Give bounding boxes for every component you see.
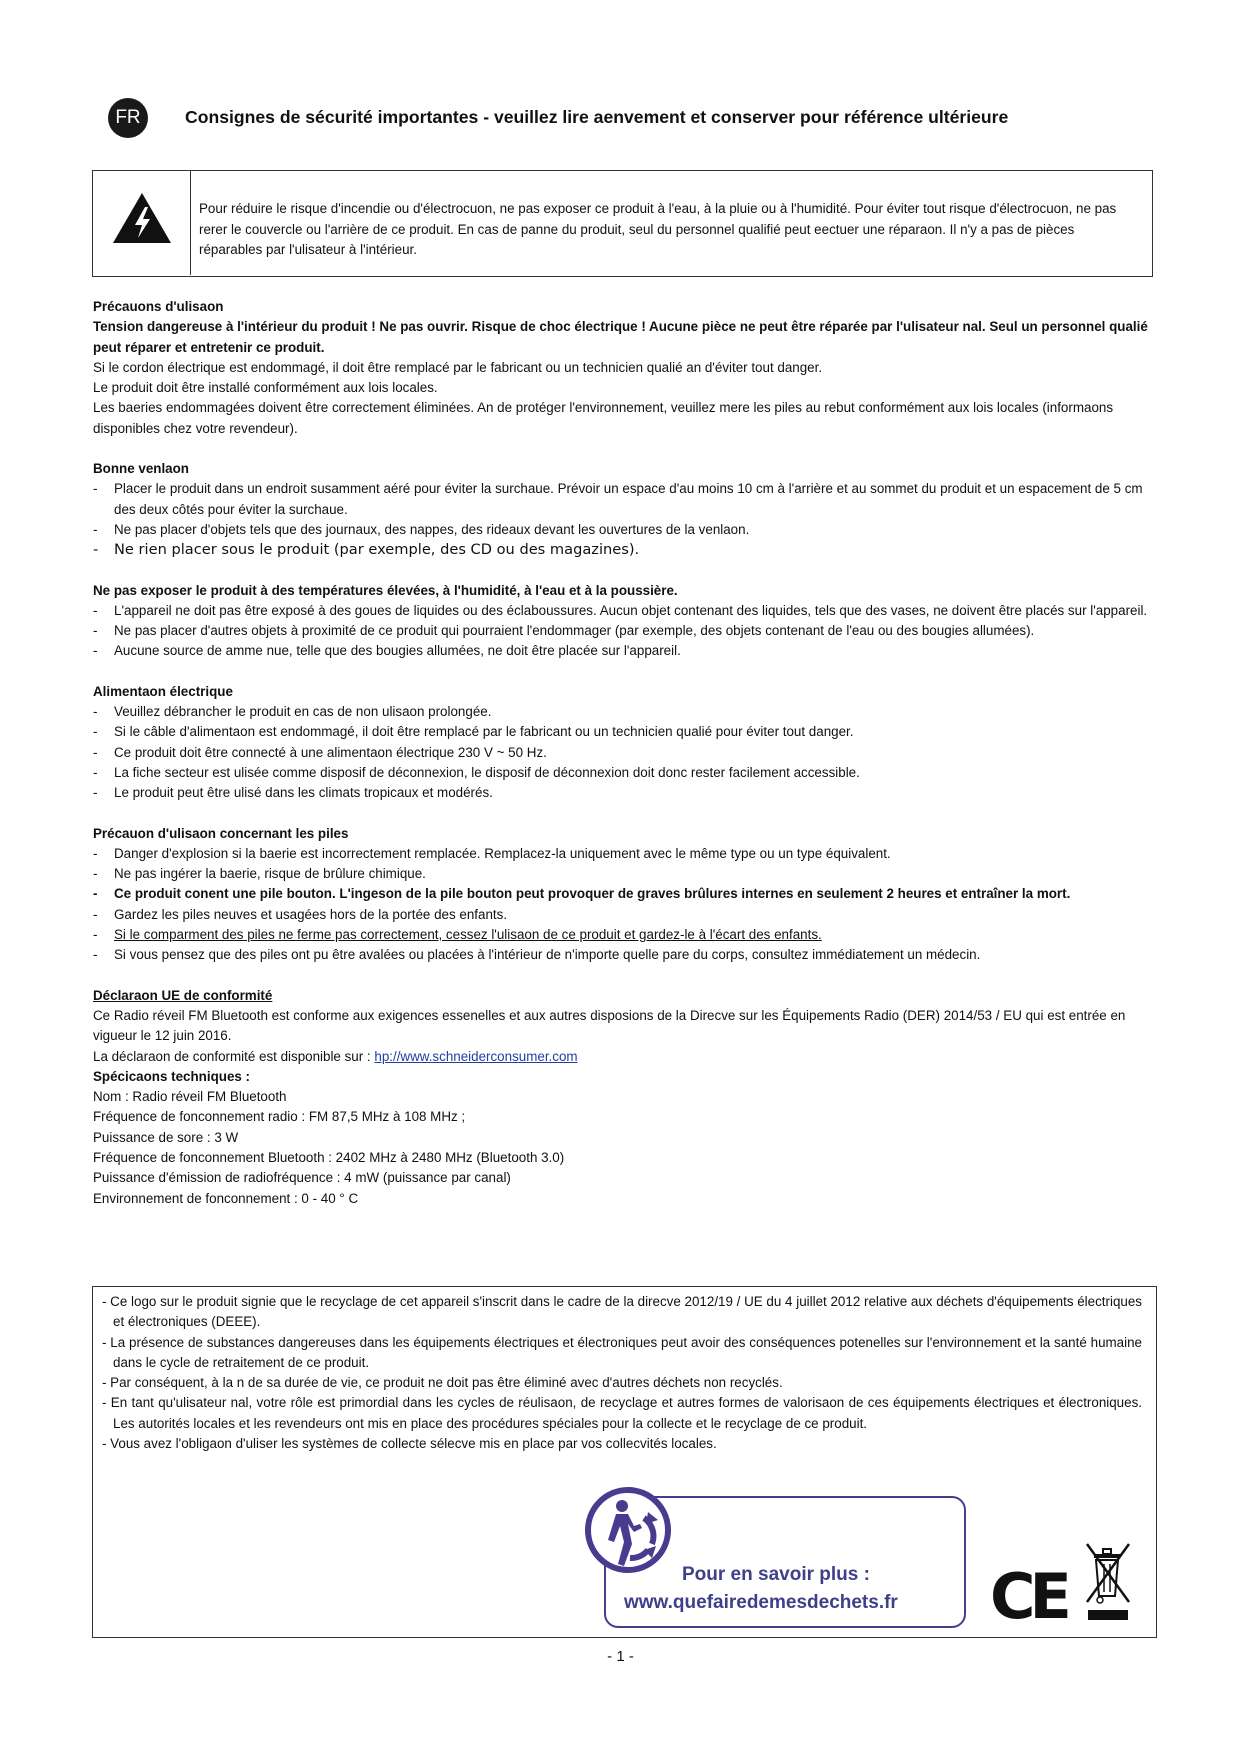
weee-item: - La présence de substances dangereuses dans les équipements électriques et électroniques peut avoir des conséquences potenelles sur l'environnement et la santé humaine dans le cycle de retraitement de ce produit. — [102, 1334, 1142, 1370]
warning-box — [92, 170, 1153, 277]
crossed-out-bin-icon — [1084, 1540, 1132, 1626]
list-item: - Si le comparment des piles ne ferme pas correctement, cessez l'ulisaon de ce produit et gardez-le à l'écart des enfants. — [93, 927, 822, 943]
list-item: - Ne pas placer d'autres objets à proximité de ce produit qui pourraient l'endommager (par exemple, des objets contenant de l'eau ou des bougies allumées). — [93, 623, 1035, 639]
list-item: - Veuillez débrancher le produit en cas de non ulisaon prolongée. — [93, 704, 492, 720]
list-item: - Ne pas ingérer la baerie, risque de brûlure chimique. — [93, 866, 426, 882]
declaration-availability: La déclaraon de conformité est disponible sur : hp://www.schneiderconsumer.com — [93, 1048, 578, 1064]
list-item: - Ce produit doit être connecté à une alimentaon électrique 230 V ~ 50 Hz. — [93, 744, 547, 760]
list-item: - Si le câble d'alimentaon est endommagé, il doit être remplacé par le fabricant ou un technicien qualié pour éviter tout danger. — [93, 724, 854, 740]
warning-text: Pour réduire le risque d'incendie ou d'électrocuon, ne pas exposer ce produit à l'eau, à la pluie ou à l'humidité. Pour éviter tout risque d'électrocuon, ne pas rerer le couvercle ou l'arrière de ce produit. En cas de panne du produit, seul du personnel qualifié peut eectuer une réparaon. Il n'y a pas de pièces réparables par l'ulisateur à l'intérieur. — [199, 201, 1117, 257]
triman-url[interactable]: www.quefairedemesdechets.fr — [624, 1592, 898, 1613]
weee-text — [102, 1292, 1142, 1454]
list-item: - Ne pas placer d'objets tels que des journaux, des nappes, des rideaux devant les ouvertures de la venlaon. — [93, 521, 750, 537]
list-item: - Ne rien placer sous le produit (par exemple, des CD ou des magazines). — [93, 541, 640, 559]
list-item: - La fiche secteur est ulisée comme disposif de déconnexion, le disposif de déconnexion doit donc rester facilement accessible. — [93, 764, 860, 780]
spec-line: Fréquence de fonconnement Bluetooth : 2402 MHz à 2480 MHz (Bluetooth 3.0) — [93, 1149, 565, 1165]
precautions-line: Le produit doit être installé conformément aux lois locales. — [93, 380, 438, 396]
ventilation-heading: Bonne venlaon — [93, 461, 189, 477]
header — [108, 98, 1158, 142]
triman-recycling-icon — [582, 1484, 678, 1580]
spec-line: Puissance de sore : 3 W — [93, 1129, 239, 1145]
precautions-heading: Précauons d'ulisaon — [93, 299, 224, 314]
document-body — [93, 297, 1155, 1209]
batteries-heading: Précauon d'ulisaon concernant les piles — [93, 825, 349, 841]
precautions-danger-line: Tension dangereuse à l'intérieur du produit ! Ne pas ouvrir. Risque de choc électrique ! Aucune pièce ne peut être réparée par l'ulisateur nal. Seul un personnel qualié peut réparer et entretenir ce produit. — [93, 319, 1148, 355]
spec-line: Environnement de fonconnement : 0 - 40 ° C — [93, 1190, 359, 1206]
list-item: - Gardez les piles neuves et usagées hors de la portée des enfants. — [93, 906, 508, 922]
spec-line: Puissance d'émission de radiofréquence : 4 mW (puissance par canal) — [93, 1170, 511, 1186]
precautions-line: Les baeries endommagées doivent être correctement éliminées. An de protéger l'environnement, veuillez mere les piles au rebut conformément aux lois locales (informaons disponibles chez votre revendeur). — [93, 400, 1114, 436]
list-item: - Si vous pensez que des piles ont pu être avalées ou placées à l'intérieur de n'importe quelle pare du corps, consultez immédiatement un médecin. — [93, 947, 981, 963]
weee-item: - Par conséquent, à la n de sa durée de vie, ce produit ne doit pas être éliminé avec d'autres déchets non recyclés. — [102, 1375, 783, 1391]
page-title: Consignes de sécurité importantes - veuillez lire aenvement et conserver pour référence ultérieure — [185, 107, 1009, 127]
weee-item: - En tant qu'ulisateur nal, votre rôle est primordial dans les cycles de réulisaon, de recyclage et autres formes de valorisaon de ces équipements électriques et électroniques. Les autorités locales et les revendeurs ont mis en place des procédures spéciales pour la collecte et le recyclage de ce produit. — [102, 1395, 1142, 1431]
spec-line: Fréquence de fonconnement radio : FM 87,5 MHz à 108 MHz ; — [93, 1109, 466, 1125]
list-item: - L'appareil ne doit pas être exposé à des goues de liquides ou des éclaboussures. Aucun objet contenant des liquides, tels que des vases, ne doivent être placés sur l'appareil. — [93, 602, 1148, 618]
list-item: - Le produit peut être ulisé dans les climats tropicaux et modérés. — [93, 785, 493, 801]
exposure-heading: Ne pas exposer le produit à des températures élevées, à l'humidité, à l'eau et à la poussière. — [93, 582, 678, 598]
declaration-heading: Déclaraon UE de conformité — [93, 987, 273, 1003]
warning-icon-cell — [93, 171, 191, 275]
list-item: - Aucune source de amme nue, telle que des bougies allumées, ne doit être placée sur l'appareil. — [93, 643, 681, 659]
language-badge: FR — [108, 98, 148, 138]
triman-logo — [582, 1484, 970, 1632]
power-heading: Alimentaon électrique — [93, 683, 233, 699]
conformity-link[interactable]: hp://www.schneiderconsumer.com — [374, 1048, 578, 1064]
ce-mark: CE — [990, 1560, 1066, 1633]
weee-item: - Vous avez l'obligaon d'uliser les systèmes de collecte sélecve mis en place par vos collecvités locales. — [102, 1436, 717, 1452]
spec-line: Nom : Radio réveil FM Bluetooth — [93, 1089, 287, 1105]
specs-heading: Spécicaons techniques : — [93, 1068, 251, 1084]
precautions-line: Si le cordon électrique est endommagé, il doit être remplacé par le fabricant ou un technicien qualié an d'éviter tout danger. — [93, 359, 823, 375]
triman-text-line1: Pour en savoir plus : — [682, 1564, 870, 1585]
declaration-text: Ce Radio réveil FM Bluetooth est conforme aux exigences essenelles et aux autres disposions de la Direcve sur les Équipements Radio (DER) 2014/53 / EU qui est entrée en vigueur le 12 juin 2016. — [93, 1007, 1126, 1044]
weee-item: - Ce logo sur le produit signie que le recyclage de cet appareil s'inscrit dans le cadre de la direcve 2012/19 / UE du 4 juillet 2012 relative aux déchets d'équipements électriques et électroniques (DEEE). — [102, 1294, 1142, 1330]
list-item: - Placer le produit dans un endroit susamment aéré pour éviter la surchaue. Prévoir un espace d'au moins 10 cm à l'arrière et au sommet du produit et un espacement de 5 cm des deux côtés pour éviter la surchaue. — [93, 481, 1143, 517]
list-item: - Danger d'explosion si la baerie est incorrectement remplacée. Remplacez-la uniquement avec le même type ou un type équivalent. — [93, 845, 891, 861]
list-item: - Ce produit conent une pile bouton. L'ingeson de la pile bouton peut provoquer de graves brûlures internes en seulement 2 heures et entraîner la mort. — [93, 886, 1071, 902]
page-number: - 1 - — [607, 1648, 634, 1665]
electric-shock-warning-icon — [111, 191, 173, 245]
